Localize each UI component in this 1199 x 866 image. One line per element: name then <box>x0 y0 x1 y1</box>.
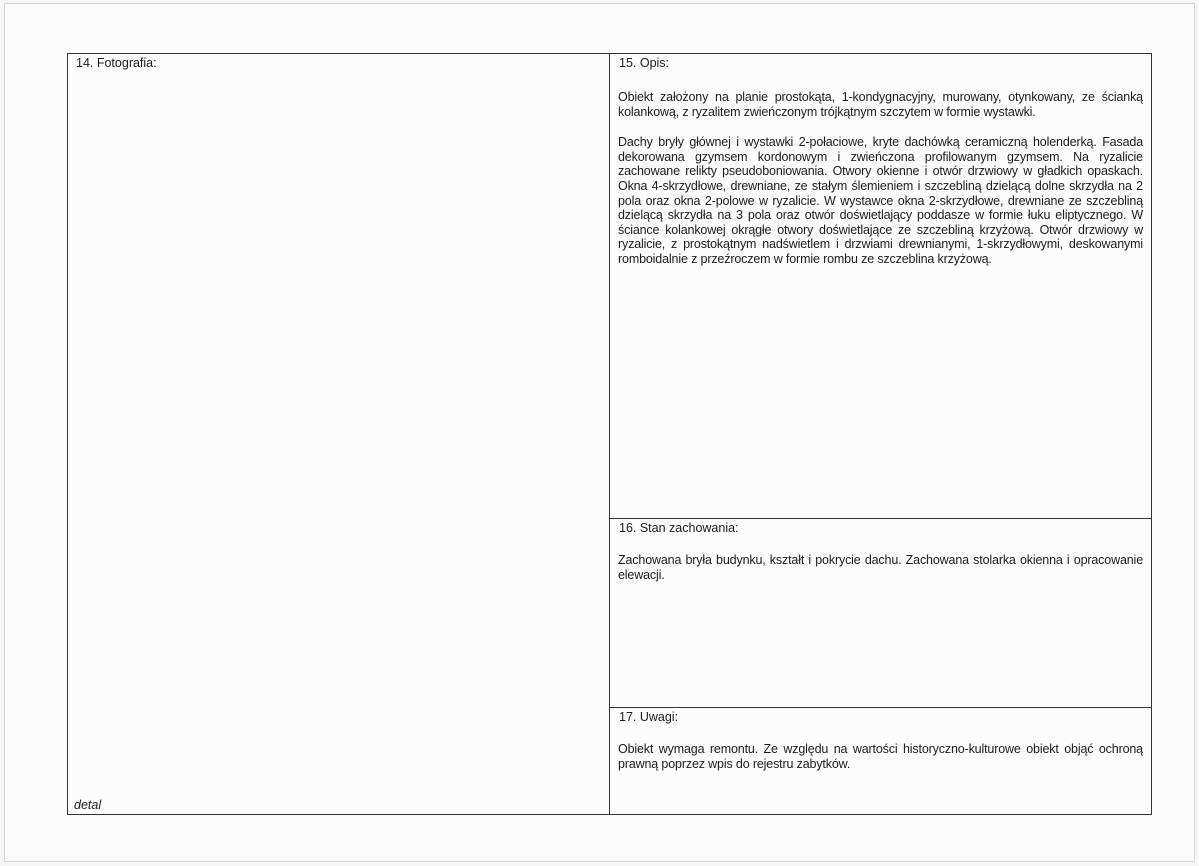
record-form-table <box>67 53 1152 815</box>
remarks-label: 17. Uwagi: <box>619 710 679 724</box>
photo-caption: detal <box>74 798 102 812</box>
condition-label: 16. Stan zachowania: <box>619 521 739 535</box>
description-cell <box>610 54 1151 519</box>
photo-label: 14. Fotografia: <box>76 56 157 70</box>
description-paragraph: Dachy bryły głównej i wystawki 2-połaciowe, kryte dachówką ceramiczną holenderką. Fasada dekorowana gzymsem kordonowym i zwieńczona profilowanym gzymsem. Na ryzalicie zachowane relikty pseudoboniowania. Otwory okienne i otwór drzwiowy w gładkich opaskach. Okna 4-skrzydłowe, drewniane, ze stałym ślemieniem i szczebliną dzielącą dolne skrzydła na 2 pola oraz okna 2-polowe w ryzalicie. W wystawce okna 2-skrzydłowe, drewniane ze szczebliną dzielącą skrzydła na 3 pola oraz otwór doświetlający poddasze w formie łuku eliptycznego. W ściance kolankowej okrągłe otwory doświetlające ze szczebliną krzyżową. Otwór drzwiowy w ryzalicie, z prostokątnym nadświetlem i drzwiami drewnianymi, 1-skrzydłowymi, deskowanymi romboidalnie z przeźroczem w formie rombu ze szczeblina krzyżową. <box>618 135 1143 266</box>
photo-cell <box>68 54 610 814</box>
condition-text: Zachowana bryła budynku, kształt i pokrycie dachu. Zachowana stolarka okienna i opracowanie elewacji. <box>618 553 1143 582</box>
remarks-cell <box>610 708 1151 814</box>
remarks-text: Obiekt wymaga remontu. Ze względu na wartości historyczno-kulturowe obiekt objąć ochroną prawną poprzez wpis do rejestru zabytków. <box>618 742 1143 771</box>
description-column <box>610 54 1151 814</box>
description-label: 15. Opis: <box>619 56 670 70</box>
condition-cell <box>610 519 1151 708</box>
description-paragraph: Obiekt założony na planie prostokąta, 1-kondygnacyjny, murowany, otynkowany, ze ścianką kolankową, z ryzalitem zwieńczonym trójkątnym szczytem w formie wystawki. <box>618 90 1143 119</box>
